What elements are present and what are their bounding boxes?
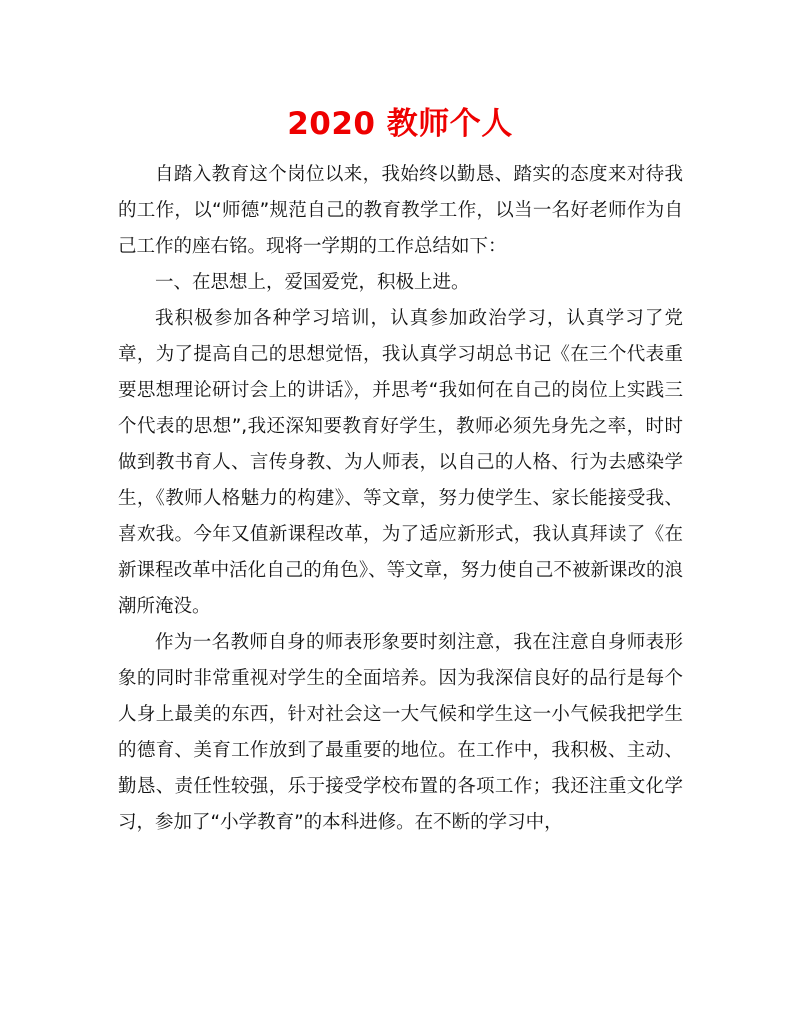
document-body — [118, 157, 683, 841]
paragraph-intro: 自踏入教育这个岗位以来，我始终以勤恳、踏实的态度来对待我的工作，以“师德”规范自己的教育教学工作，以当一名好老师作为自己工作的座右铭。现将一学期的工作总结如下： — [118, 164, 683, 257]
paragraph-teacher-image: 作为一名教师自身的师表形象要时刻注意，我在注意自身师表形象的同时非常重视对学生的全面培养。因为我深信良好的品行是每个人身上最美的东西，针对社会这一大气候和学生这一小气候我把学生的德育、美育工作放到了最重要的地位。在工作中，我积极、主动、勤恳、责任性较强，乐于接受学校布置的各项工作；我还注重文化学习，参加了“小学教育”的本科进修。在不断的学习中， — [118, 632, 683, 833]
document-title: 2020 教师个人 — [287, 106, 513, 142]
paragraph-study: 我积极参加各种学习培训，认真参加政治学习，认真学习了党章，为了提高自己的思想觉悟，我认真学习胡总书记《在三个代表重要思想理论研讨会上的讲话》，并思考“我如何在自己的岗位上实践三个代表的思想”,我还深知要教育好学生，教师必须先身先之率，时时做到教书育人、言传身教、为人师表，以自己的人格、行为去感染学生，《教师人格魅力的构建》、等文章，努力使学生、家长能接受我、喜欢我。今年又值新课程改革，为了适应新形式，我认真拜读了《在新课程改革中活化自己的角色》、等文章，努力使自己不被新课改的浪潮所淹没。 — [118, 308, 683, 617]
paragraph-section-heading: 一、在思想上，爱国爱党，积极上进。 — [155, 272, 470, 293]
